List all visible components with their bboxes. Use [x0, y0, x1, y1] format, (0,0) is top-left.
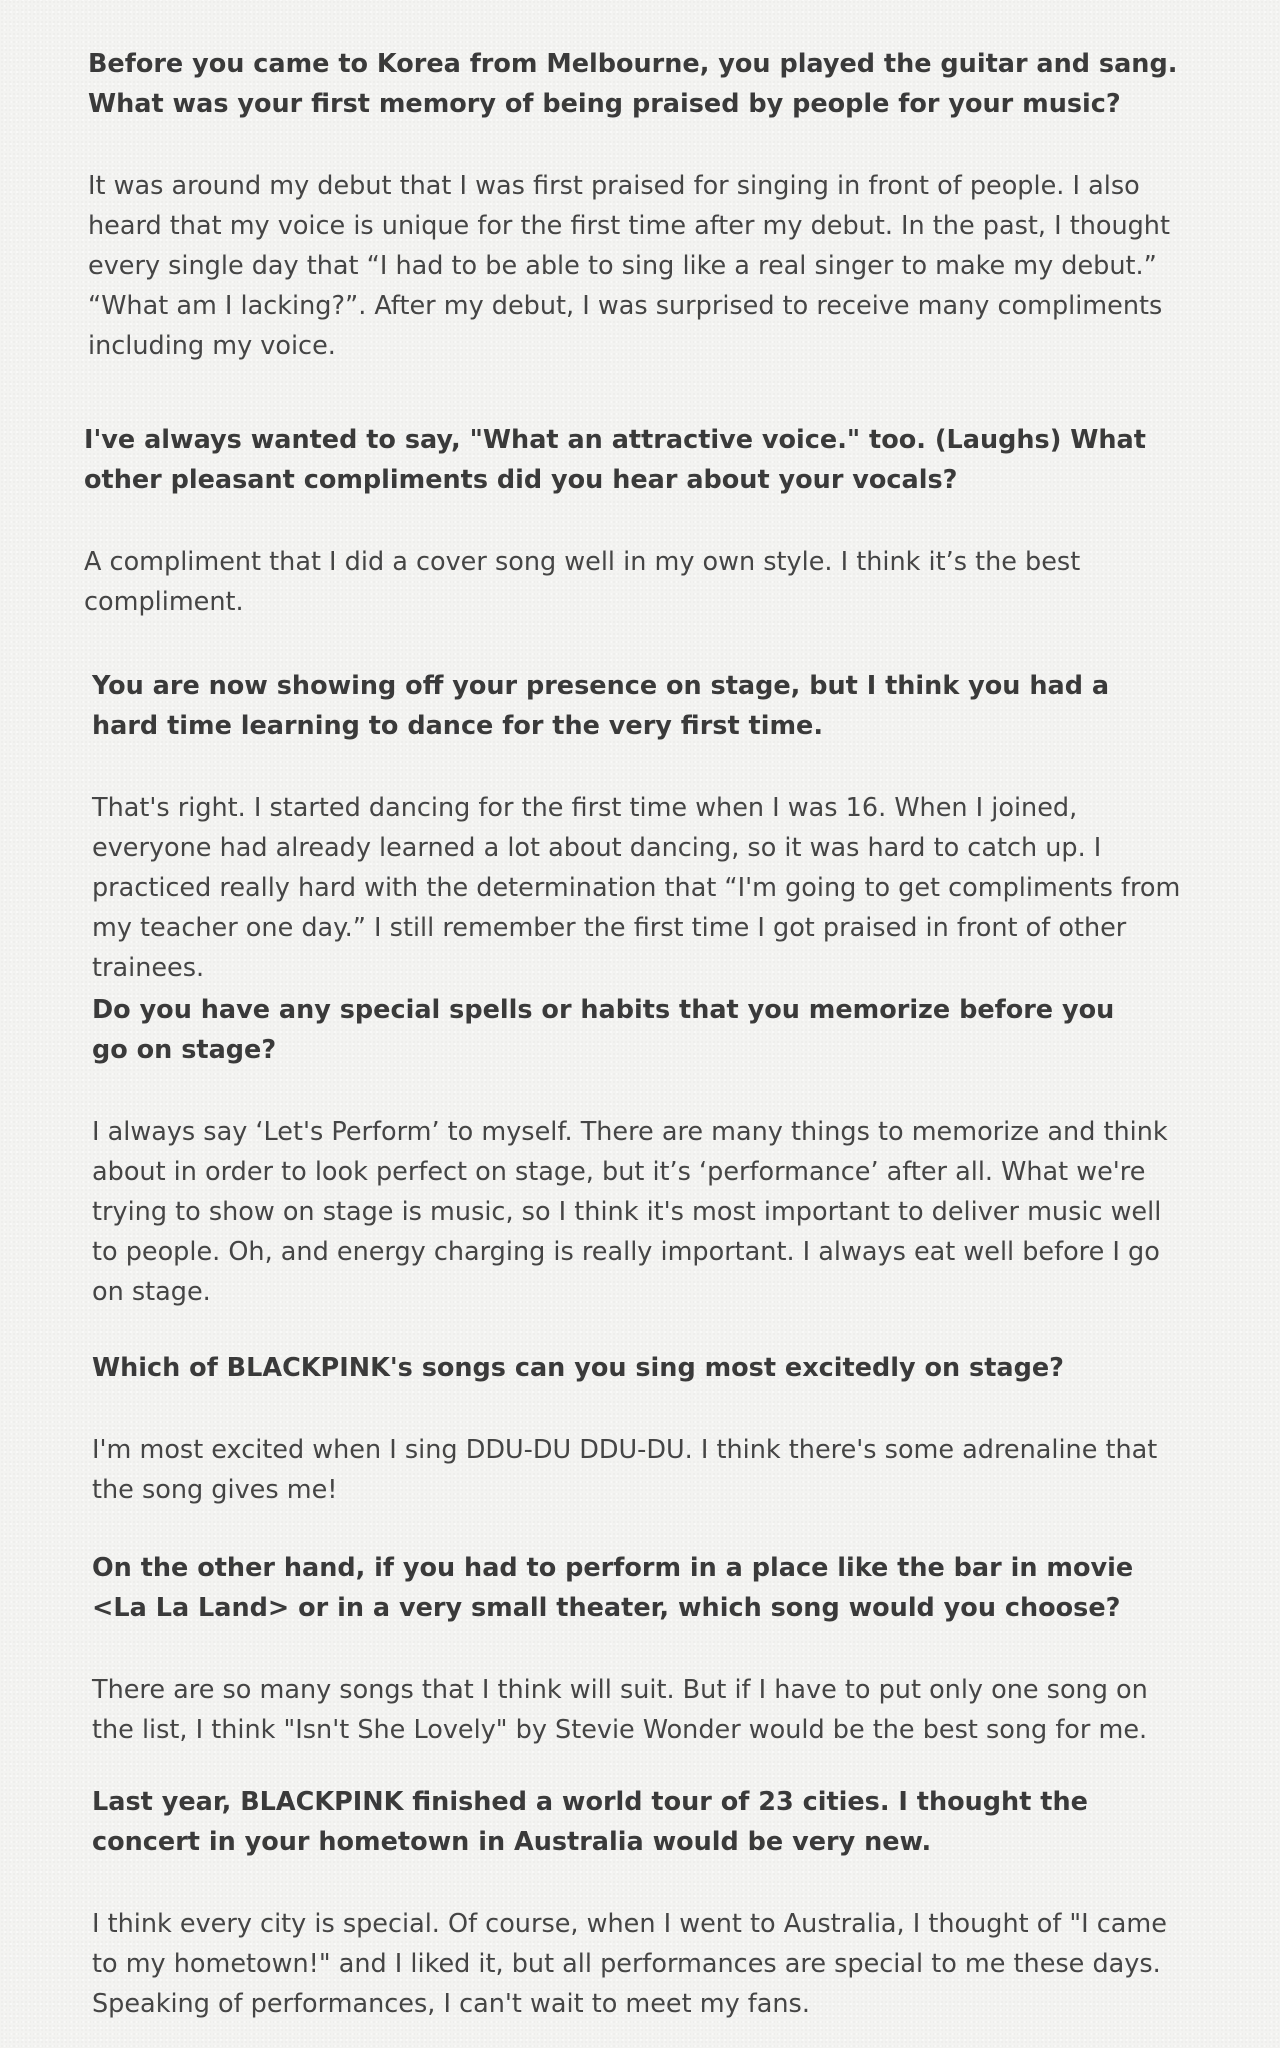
question-6: On the other hand, if you had to perform in a place like the bar in movie <La La Land> or in a very small theater, which song would you choose?: [92, 1553, 1134, 1623]
question-1: Before you came to Korea from Melbourne, you played the guitar and sang. What was your first memory of being praised by people for your music?: [88, 49, 1178, 119]
qa-block-6: [0, 1548, 1280, 1750]
qa-block-1: [0, 44, 1280, 366]
answer-4: I always say ‘Let's Perform’ to myself. There are many things to memorize and think about in order to look perfect on stage, but it’s ‘performance’ after all. What we're trying to show on stage is music, so I think it's most important to deliver music well to people. Oh, and energy charging is really important. I always eat well before I go on stage.: [92, 1117, 1168, 1307]
qa-block-2: [0, 420, 1280, 622]
answer-5: I'm most excited when I sing DDU-DU DDU-DU. I think there's some adrenaline that the song gives me!: [92, 1435, 1158, 1505]
qa-block-3: [0, 666, 1280, 988]
question-3: You are now showing off your presence on stage, but I think you had a hard time learning to dance for the very first time.: [92, 671, 1110, 741]
qa-block-7: [0, 1782, 1280, 2024]
question-7: Last year, BLACKPINK finished a world tour of 23 cities. I thought the concert in your hometown in Australia would be very new.: [92, 1787, 1088, 1857]
question-2: I've always wanted to say, "What an attractive voice." too. (Laughs) What other pleasant compliments did you hear about your vocals?: [84, 425, 1146, 495]
qa-block-4: [0, 990, 1280, 1312]
answer-6: There are so many songs that I think will suit. But if I have to put only one song on the list, I think "Isn't She Lovely" by Stevie Wonder would be the best song for me.: [92, 1675, 1148, 1745]
answer-2: A compliment that I did a cover song well in my own style. I think it’s the best compliment.: [84, 547, 1081, 617]
answer-1: It was around my debut that I was first praised for singing in front of people. I also heard that my voice is unique for the first time after my debut. In the past, I thought every single day that “I had to be able to sing like a real singer to make my debut.” “What am I lacking?”. After my debut, I was surprised to receive many compliments including my voice.: [88, 171, 1170, 361]
question-4: Do you have any special spells or habits that you memorize before you go on stage?: [92, 995, 1115, 1065]
answer-7: I think every city is special. Of course, when I went to Australia, I thought of "I came to my hometown!" and I liked it, but all performances are special to me these days. Speaking of performances, I can't wait to meet my fans.: [92, 1909, 1167, 2019]
question-5: Which of BLACKPINK's songs can you sing most excitedly on stage?: [92, 1353, 1064, 1383]
qa-block-5: [0, 1348, 1280, 1510]
answer-3: That's right. I started dancing for the first time when I was 16. When I joined, everyone had already learned a lot about dancing, so it was hard to catch up. I practiced really hard with the determination that “I'm going to get compliments from my teacher one day.” I still remember the first time I got praised in front of other trainees.: [92, 793, 1181, 983]
